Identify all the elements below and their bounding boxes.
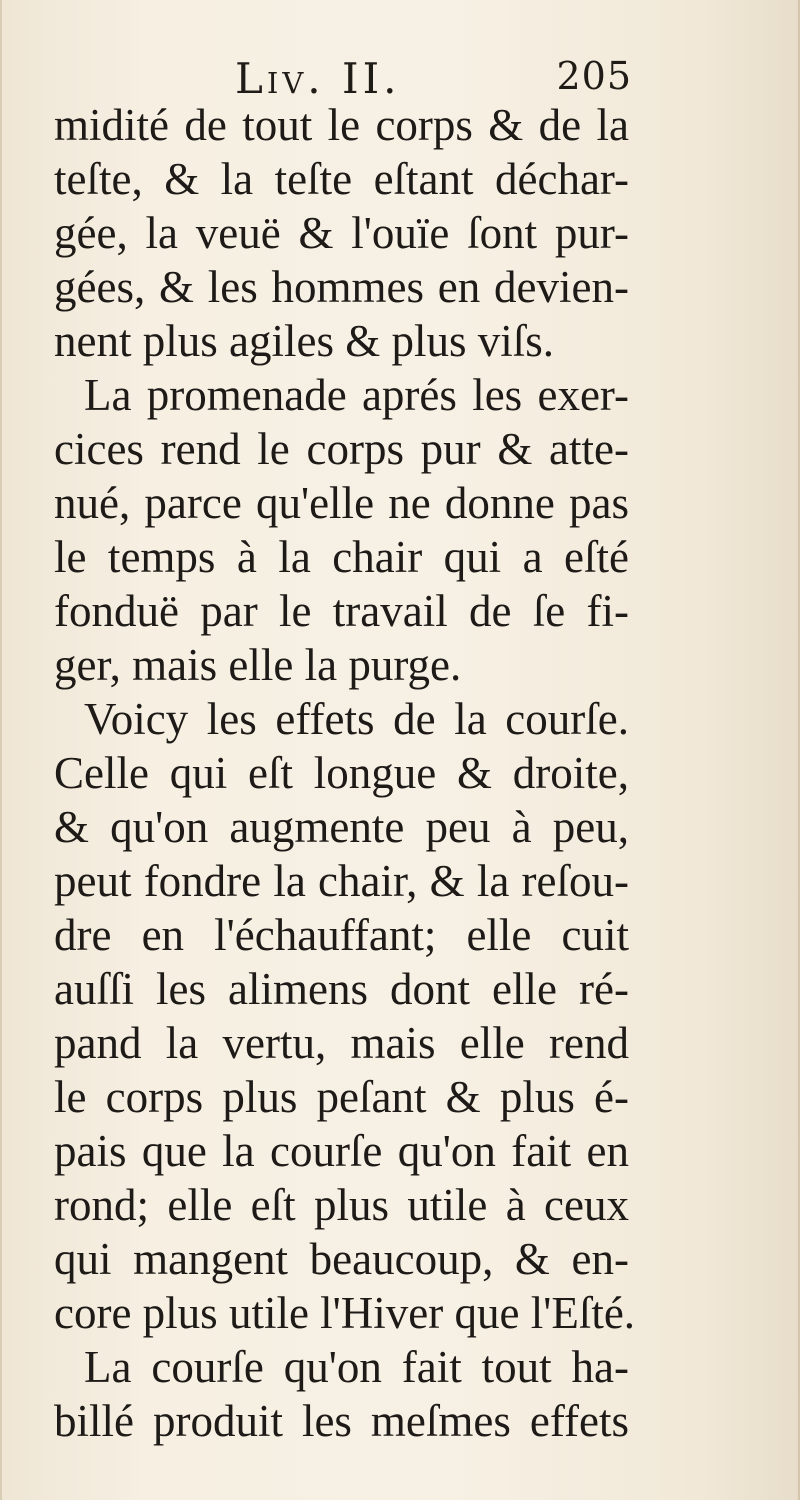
text-line: rond; elle eſt plus utile à ceux	[54, 1180, 629, 1230]
text-line: midité de tout le corps & de la	[54, 100, 629, 150]
text-line: gée, la veuë & l'ouïe ſont pur-	[54, 208, 629, 258]
text-line: La promenade aprés les exer-	[84, 370, 629, 420]
text-line: pand la vertu, mais elle rend	[54, 1018, 629, 1068]
text-line: Celle qui eſt longue & droite,	[54, 748, 629, 798]
page-number: 205	[556, 54, 632, 98]
text-line: & qu'on augmente peu à peu,	[54, 802, 629, 852]
text-line: core plus utile l'Hiver que l'Eſté.	[54, 1288, 636, 1338]
text-line: gées, & les hommes en devien-	[54, 262, 629, 312]
text-line: La courſe qu'on fait tout ha-	[84, 1342, 629, 1392]
paragraph-2	[54, 368, 629, 692]
page-header	[57, 50, 632, 103]
text-line: fonduë par le travail de ſe fi-	[54, 586, 629, 636]
running-head: Liv. II.	[235, 54, 401, 103]
text-line: Voicy les effets de la courſe.	[84, 694, 629, 744]
paragraph-3	[54, 692, 636, 1340]
paragraph-4	[54, 1340, 629, 1448]
paragraph-1	[54, 98, 629, 368]
text-line: le corps plus peſant & plus é-	[54, 1072, 629, 1122]
text-line: billé produit les meſmes effets	[54, 1396, 629, 1446]
text-line: dre en l'échauffant; elle cuit	[54, 910, 629, 960]
text-line: auſſi les alimens dont elle ré-	[54, 964, 629, 1014]
text-line: teſte, & la teſte eſtant déchar-	[54, 154, 629, 204]
text-line: le temps à la chair qui a eſté	[54, 532, 629, 582]
text-line: nent plus agiles & plus viſs.	[54, 316, 554, 366]
text-line: cices rend le corps pur & atte-	[54, 424, 629, 474]
text-line: qui mangent beaucoup, & en-	[54, 1234, 629, 1284]
body-text	[54, 98, 636, 1448]
text-line: pais que la courſe qu'on fait en	[54, 1126, 629, 1176]
text-line: peut fondre la chair, & la reſou-	[54, 856, 629, 906]
text-line: nué, parce qu'elle ne donne pas	[54, 478, 629, 528]
text-line: ger, mais elle la purge.	[54, 640, 462, 690]
